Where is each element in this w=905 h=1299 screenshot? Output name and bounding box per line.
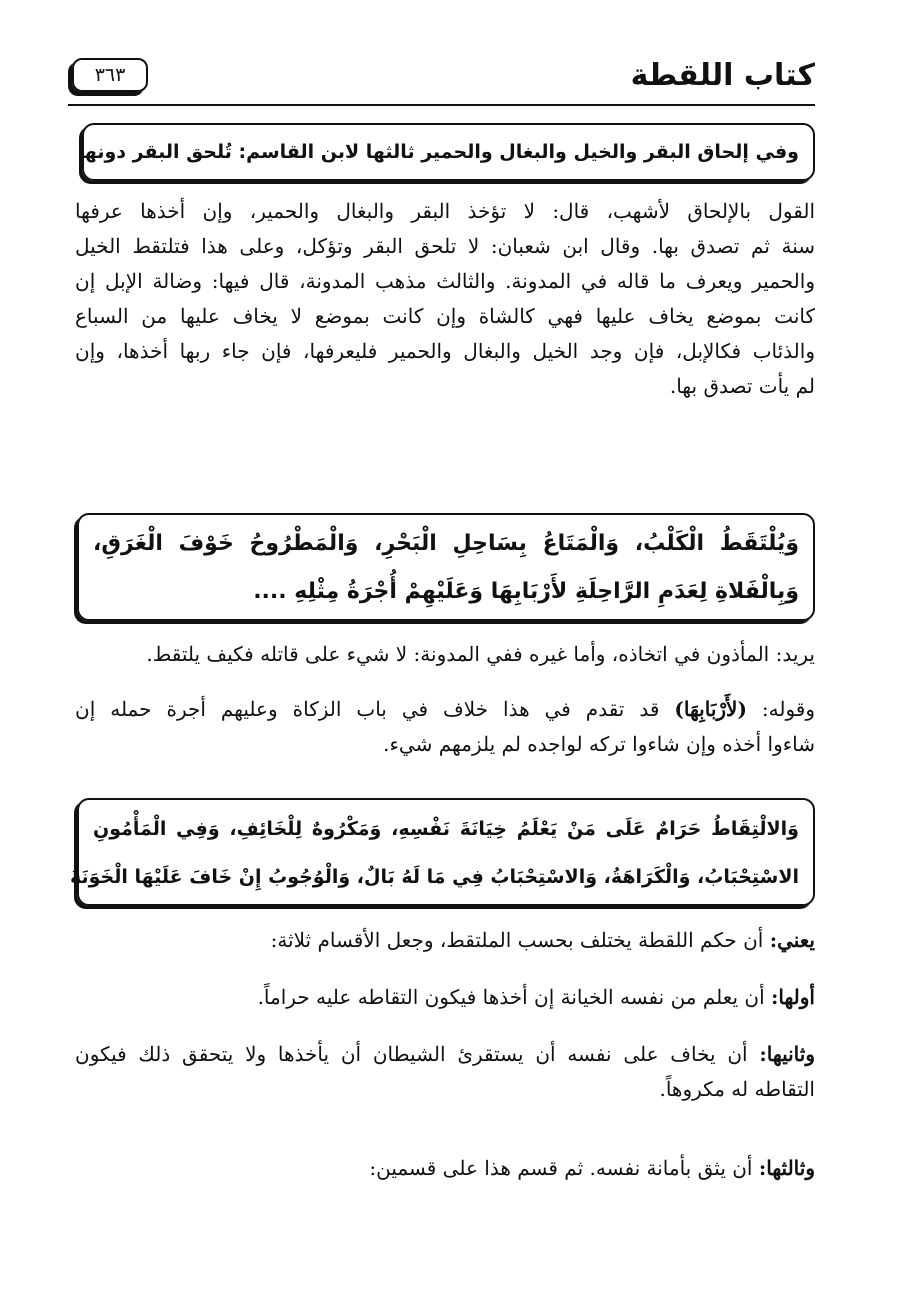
page-header [68,52,815,108]
matn-line: وَالالْتِقَاطُ حَرَامٌ عَلَى مَنْ يَعْلَمُ خِيَانَةَ نَفْسِهِ، وَمَكْرُوهٌ لِلْخَائِفِ، وَفِي الْمَأْمُونِ [93,818,799,840]
matn-box-1 [77,123,815,181]
matn-box-2 [77,513,815,621]
paragraph-lead: وثالثها: [758,1156,815,1180]
text-line: والحمير ويعرف ما قاله في المدونة. والثالث مذهب المدونة، قال فيها: وضالة الإبل إن [75,269,815,293]
commentary-paragraph-7 [75,1151,815,1186]
text-line: القول بالإلحاق لأشهب، قال: لا تؤخذ البقر والبغال والحمير، وإن أخذها عرفها [75,199,815,223]
header-divider [68,104,815,106]
text-line: سنة ثم تصدق بها. وقال ابن شعبان: لا تلحق البقر وتؤكل، وعلى هذا فتلتقط الخيل [75,234,815,258]
matn-box-3 [69,798,815,906]
commentary-paragraph-2 [75,637,815,672]
text-line: التقاطه له مكروهاً. [659,1077,815,1101]
commentary-paragraph-4 [200,923,815,958]
text-line: والذئاب فكالإبل، فإن وجد الخيل والبغال والحمير فليعرفها، فإن جاء ربها أخذها، وإن [75,339,815,363]
commentary-paragraph-3 [75,692,815,762]
commentary-paragraph-5 [75,980,815,1015]
text-line [75,1037,815,1072]
quoted-term: (لأَرْبَابِهَا) [674,697,747,721]
text-line: لم يأت تصدق بها. [669,374,815,398]
text-fragment: أن يثق بأمانة نفسه. ثم قسم هذا على قسمين: [369,1156,759,1180]
text-fragment: أن يعلم من نفسه الخيانة إن أخذها فيكون التقاطه عليه حراماً. [257,985,771,1009]
text-line [200,923,815,958]
commentary-paragraph-1 [75,194,815,404]
text-line: يريد: المأذون في اتخاذه، وأما غيره ففي المدونة: لا شيء على قاتله فكيف يلتقط. [146,642,815,666]
text-line: كانت بموضع يخاف عليها فهي كالشاة وإن كانت بموضع لا يخاف عليها من السباع [75,304,815,328]
text-fragment: أن حكم اللقطة يختلف بحسب الملتقط، وجعل الأقسام ثلاثة: [270,928,770,952]
paragraph-lead: يعني: [769,928,815,952]
text-line [75,692,815,727]
matn-line: وفي إلحاق البقر والخيل والبغال والحمير ثالثها لابن القاسم: تُلحق البقر دونها [77,141,799,163]
matn-line: الاسْتِحْبَابُ، وَالْكَرَاهَةُ، وَالاسْتِحْبَابُ فِي مَا لَهُ بَالٌ، وَالْوُجُوبُ إِنْ خَافَ عَلَيْهَا الْخَوَنَةَ [69,866,799,888]
commentary-paragraph-6 [75,1037,815,1107]
text-line [75,980,815,1015]
book-title: كتاب اللقطة [630,58,815,93]
paragraph-lead: أولها: [770,985,815,1009]
page-number: ٣٦٣ [72,58,148,92]
paragraph-lead: وثانيها: [759,1042,815,1066]
text-fragment: أن يخاف على نفسه أن يستقرئ الشيطان أن يأخذها ولا يتحقق ذلك فيكون [75,1042,760,1066]
text-line [75,1151,815,1186]
text-fragment: قد تقدم في هذا خلاف في باب الزكاة وعليهم أجرة حمله إن [75,697,675,721]
matn-line: وَبِالْفَلاةِ لِعَدَمِ الرَّاحِلَةِ لأَرْبَابِهَا وَعَلَيْهِمْ أُجْرَةُ مِثْلِهِ .... [253,579,799,604]
text-fragment: وقوله: [746,697,816,721]
text-line: شاءوا أخذه وإن شاءوا تركه لواجده لم يلزمهم شيء. [383,732,815,756]
matn-line: وَيُلْتَقَطُ الْكَلْبُ، وَالْمَتَاعُ بِسَاحِلِ الْبَحْرِ، وَالْمَطْرُوحُ خَوْفَ الْغَرَقِ، [93,531,799,556]
